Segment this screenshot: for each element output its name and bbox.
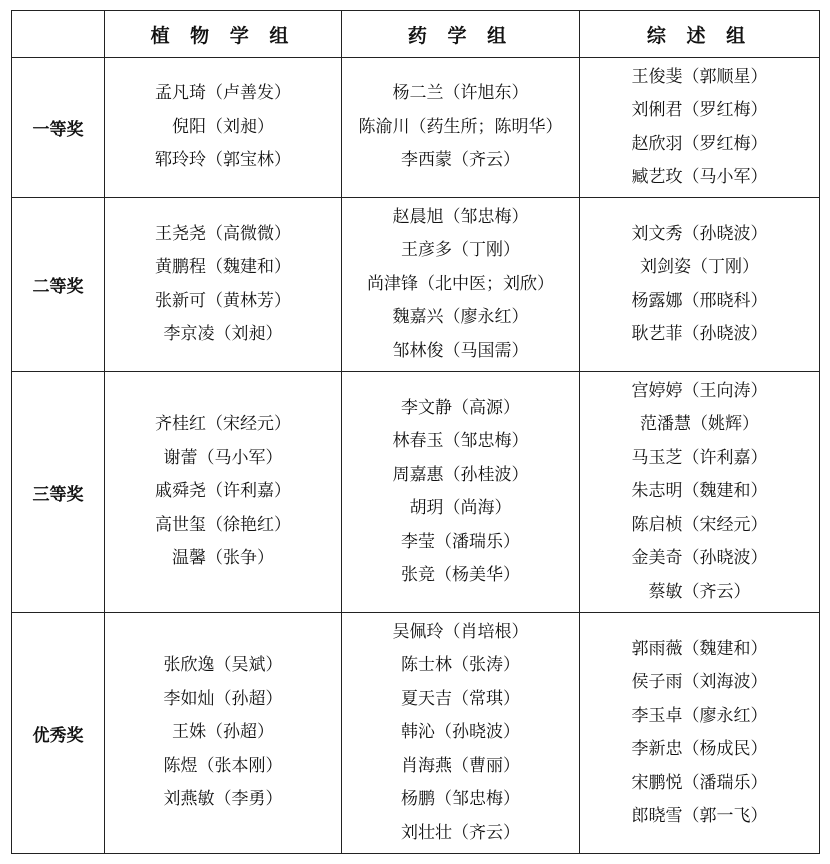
rank-label: 三等奖 <box>12 372 105 613</box>
cell-review <box>580 58 820 198</box>
awardee-entry: 李京凌（刘昶） <box>163 324 283 344</box>
awardee-entry: 王尧尧（高微微） <box>155 223 291 244</box>
awardee-entry: 刘俐君（罗红梅） <box>631 100 768 120</box>
cell-review <box>580 198 820 372</box>
awardee-entry: 尚津锋（北中医；刘欣） <box>367 273 554 294</box>
awardee-entry: 林春玉（邹忠梅） <box>392 431 529 451</box>
awardee-entry: 王俊斐（郭顺星） <box>631 66 768 87</box>
awardee-entry: 夏天吉（常琪） <box>401 688 520 709</box>
cell-pharmacy <box>342 58 580 198</box>
cell-pharmacy <box>342 613 580 854</box>
awardee-entry: 赵欣羽（罗红梅） <box>631 133 768 154</box>
awardee-entry: 刘壮壮（齐云） <box>401 822 520 843</box>
awardee-entry: 陈煜（张本刚） <box>163 755 283 776</box>
awardee-entry: 杨二兰（许旭东） <box>392 83 529 104</box>
award-row-second <box>12 198 820 372</box>
cell-review <box>580 372 820 613</box>
awardee-entry: 杨露娜（邢晓科） <box>631 290 768 311</box>
cell-pharmacy <box>342 372 580 613</box>
rank-label: 一等奖 <box>12 58 105 198</box>
awardee-entry: 李文静（高源） <box>401 397 520 418</box>
awardee-entry: 邹林俊（马国需） <box>392 340 529 361</box>
awardee-entry: 金美奇（孙晓波） <box>631 548 768 569</box>
awardee-entry: 王彦多（丁刚） <box>401 240 520 261</box>
awardee-entry: 郓玲玲（郭宝林） <box>155 150 291 171</box>
awardee-entry: 赵晨旭（邹忠梅） <box>392 206 529 227</box>
cell-pharmacy <box>342 198 580 372</box>
awardee-entry: 张欣逸（吴斌） <box>163 655 283 676</box>
awardee-entry: 齐桂红（宋经元） <box>155 414 291 435</box>
awardee-entry: 李西蒙（齐云） <box>401 150 520 171</box>
cell-botany <box>105 372 342 613</box>
awardee-entry: 戚舜尧（许利嘉） <box>155 481 291 502</box>
awardee-entry: 宋鹏悦（潘瑞乐） <box>631 772 768 793</box>
corner-cell <box>12 11 105 58</box>
award-row-first <box>12 58 820 198</box>
rank-label: 优秀奖 <box>12 613 105 854</box>
awardee-entry: 王姝（孙超） <box>172 722 274 743</box>
awardee-entry: 刘剑姿（丁刚） <box>640 257 759 277</box>
awardee-entry: 吴佩玲（肖培根） <box>392 621 529 642</box>
cell-botany <box>105 58 342 198</box>
awardee-entry: 李莹（潘瑞乐） <box>401 531 520 552</box>
awardee-entry: 郭雨薇（魏建和） <box>631 638 768 659</box>
group-header-pharmacy: 药 学 组 <box>342 11 580 58</box>
awardee-entry: 耿艺菲（孙晓波） <box>631 324 768 344</box>
award-row-excellence <box>12 613 820 854</box>
awardee-entry: 马玉芝（许利嘉） <box>631 447 768 468</box>
awardee-entry: 李如灿（孙超） <box>163 688 283 709</box>
cell-review <box>580 613 820 854</box>
group-header-botany: 植 物 学 组 <box>105 11 342 58</box>
awardee-entry: 孟凡琦（卢善发） <box>155 83 291 104</box>
awardee-entry: 范潘慧（姚辉） <box>640 414 759 435</box>
awardee-entry: 郎晓雪（郭一飞） <box>631 806 768 826</box>
cell-botany <box>105 613 342 854</box>
awardee-entry: 陈士林（张涛） <box>401 655 520 676</box>
awardee-entry: 张新可（黄林芳） <box>155 290 291 311</box>
awardee-entry: 高世玺（徐艳红） <box>155 514 291 535</box>
awardee-entry: 倪阳（刘昶） <box>172 116 274 137</box>
awardee-entry: 刘燕敏（李勇） <box>163 789 283 810</box>
awardee-entry: 谢蕾（马小军） <box>163 447 283 468</box>
awardee-entry: 魏嘉兴（廖永红） <box>392 307 529 328</box>
awardee-entry: 陈启桢（宋经元） <box>631 514 768 535</box>
rank-label: 二等奖 <box>12 198 105 372</box>
awardee-entry: 胡玥（尚海） <box>409 498 512 518</box>
awardee-entry: 宫婷婷（王向涛） <box>631 380 768 401</box>
header-row <box>12 11 820 58</box>
awardee-entry: 肖海燕（曹丽） <box>401 755 520 776</box>
awards-table <box>11 10 820 854</box>
group-header-review: 综 述 组 <box>580 11 820 58</box>
awardee-entry: 侯子雨（刘海波） <box>631 672 768 692</box>
awardee-entry: 李新忠（杨成民） <box>631 739 768 759</box>
awardee-entry: 李玉卓（廖永红） <box>631 705 768 726</box>
awardee-entry: 韩沁（孙晓波） <box>401 722 520 743</box>
awardee-entry: 朱志明（魏建和） <box>631 481 768 502</box>
awardee-entry: 陈渝川（药生所；陈明华） <box>358 116 563 137</box>
awardee-entry: 臧艺玫（马小军） <box>631 167 768 187</box>
awardee-entry: 黄鹏程（魏建和） <box>155 257 291 277</box>
awardee-entry: 刘文秀（孙晓波） <box>631 223 768 244</box>
awardee-entry: 蔡敏（齐云） <box>648 581 751 602</box>
awardee-entry: 杨鹏（邹忠梅） <box>401 789 520 810</box>
awardee-entry: 周嘉惠（孙桂波） <box>392 464 529 485</box>
award-row-third <box>12 372 820 613</box>
awardee-entry: 温馨（张争） <box>172 548 274 569</box>
awardee-entry: 张竞（杨美华） <box>401 565 520 585</box>
cell-botany <box>105 198 342 372</box>
